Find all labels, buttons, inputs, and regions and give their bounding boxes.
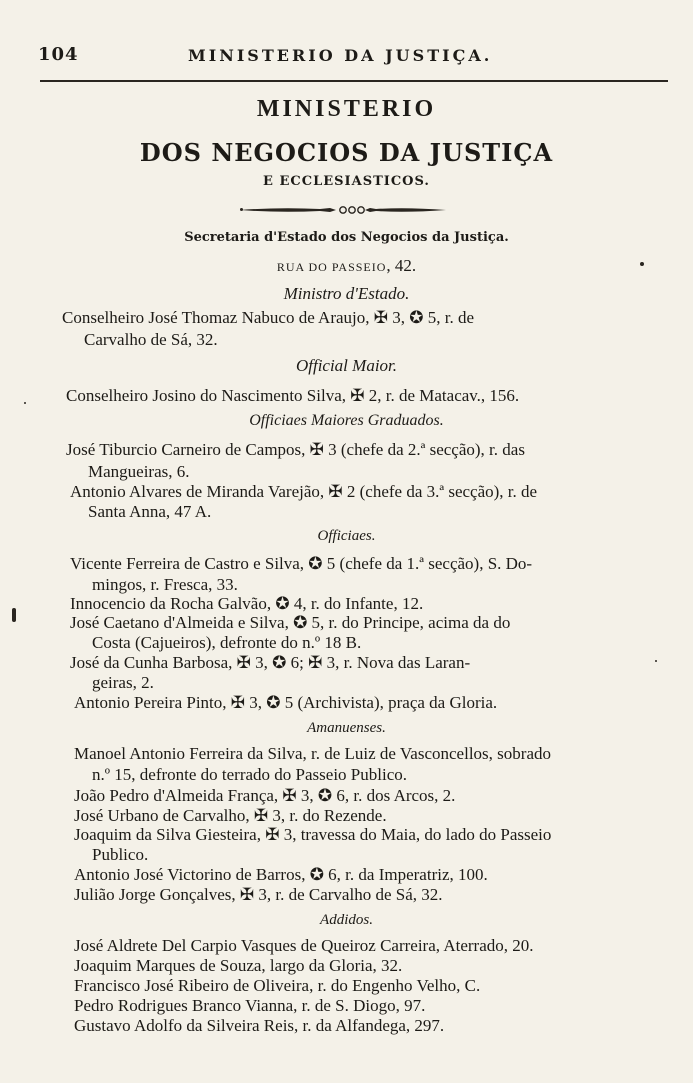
entry-line: Vicente Ferreira de Castro e Silva, ✪ 5 (chefe da 1.ª secção), S. Do-	[70, 554, 533, 573]
entry-line: Joaquim Marques de Souza, largo da Gloria, 32.	[74, 956, 403, 975]
entry-line: Julião Jorge Gonçalves, ✠ 3, r. de Carvalho de Sá, 32.	[74, 885, 443, 904]
entry-line: José Aldrete Del Carpio Vasques de Queiroz Carreira, Aterrado, 20.	[74, 936, 534, 955]
section-ministro: Ministro d'Estado.	[283, 284, 410, 303]
title-ecclesiasticos: E ECCLESIASTICOS.	[263, 174, 430, 189]
section-addidos: Addidos.	[320, 912, 373, 928]
entry-line: Costa (Cajueiros), defronte do n.º 18 B.	[92, 633, 362, 652]
header-rule	[40, 80, 668, 82]
ink-speck	[640, 262, 644, 266]
title-negocios: DOS NEGOCIOS DA JUSTIÇA	[139, 138, 554, 167]
entry-line: Francisco José Ribeiro de Oliveira, r. do Engenho Velho, C.	[74, 976, 481, 995]
entry-line: José da Cunha Barbosa, ✠ 3, ✪ 6; ✠ 3, r. Nova das Laran-	[70, 653, 471, 672]
entry-line: Gustavo Adolfo da Silveira Reis, r. da Alfandega, 297.	[74, 1016, 445, 1035]
page-number: 104	[38, 44, 79, 65]
section-officiaes-maiores: Officiaes Maiores Graduados.	[249, 412, 444, 429]
entry-line: José Tiburcio Carneiro de Campos, ✠ 3 (chefe da 2.ª secção), r. das	[66, 440, 525, 459]
entry-line: Carvalho de Sá, 32.	[84, 330, 218, 349]
entry-line: n.º 15, defronte do terrado do Passeio Publico.	[92, 765, 407, 784]
address-line	[0, 256, 693, 276]
running-head: MINISTERIO DA JUSTIÇA.	[188, 46, 493, 65]
entry-line: Innocencio da Rocha Galvão, ✪ 4, r. do Infante, 12.	[70, 594, 424, 613]
entry-line: Antonio Alvares de Miranda Varejão, ✠ 2 (chefe da 3.ª secção), r. de	[70, 482, 538, 501]
street-name: RUA DO PASSEIO	[276, 260, 387, 274]
page-header	[38, 44, 668, 74]
street-number: , 42.	[386, 256, 417, 275]
title-ministerio: MINISTERIO	[256, 96, 437, 122]
entry-line: José Urbano de Carvalho, ✠ 3, r. do Rezende.	[74, 806, 387, 825]
secretaria-heading: Secretaria d'Estado dos Negocios da Justiça.	[184, 230, 509, 245]
entry-line: Santa Anna, 47 A.	[88, 502, 212, 521]
entry-line: Mangueiras, 6.	[88, 462, 190, 481]
section-official-maior: Official Maior.	[295, 356, 398, 375]
ink-speck	[655, 660, 657, 662]
ink-speck	[24, 402, 26, 404]
entry-line: José Caetano d'Almeida e Silva, ✪ 5, r. do Principe, acima da do	[70, 613, 511, 632]
section-officiaes: Officiaes.	[317, 528, 376, 544]
entry-line: Conselheiro José Thomaz Nabuco de Araujo, ✠ 3, ✪ 5, r. de	[62, 308, 475, 327]
entry-line: mingos, r. Fresca, 33.	[92, 575, 238, 594]
entry-line: Manoel Antonio Ferreira da Silva, r. de Luiz de Vasconcellos, sobrado	[74, 744, 551, 763]
entry-line: Antonio José Victorino de Barros, ✪ 6, r. da Imperatriz, 100.	[74, 865, 488, 884]
ink-speck	[240, 208, 243, 211]
entry-line: geiras, 2.	[92, 673, 154, 692]
entry-line: Conselheiro Josino do Nascimento Silva, ✠ 2, r. de Matacav., 156.	[66, 386, 520, 405]
ink-speck	[12, 608, 16, 622]
entry-line: João Pedro d'Almeida França, ✠ 3, ✪ 6, r. dos Arcos, 2.	[74, 786, 456, 805]
section-amanuenses: Amanuenses.	[307, 720, 386, 736]
ornament-rule	[240, 204, 446, 216]
entry-line: Joaquim da Silva Giesteira, ✠ 3, travessa do Maia, do lado do Passeio	[74, 825, 552, 844]
entry-line: Antonio Pereira Pinto, ✠ 3, ✪ 5 (Archivista), praça da Gloria.	[74, 693, 498, 712]
entry-line: Pedro Rodrigues Branco Vianna, r. de S. Diogo, 97.	[74, 996, 426, 1015]
entry-line: Publico.	[92, 845, 149, 864]
